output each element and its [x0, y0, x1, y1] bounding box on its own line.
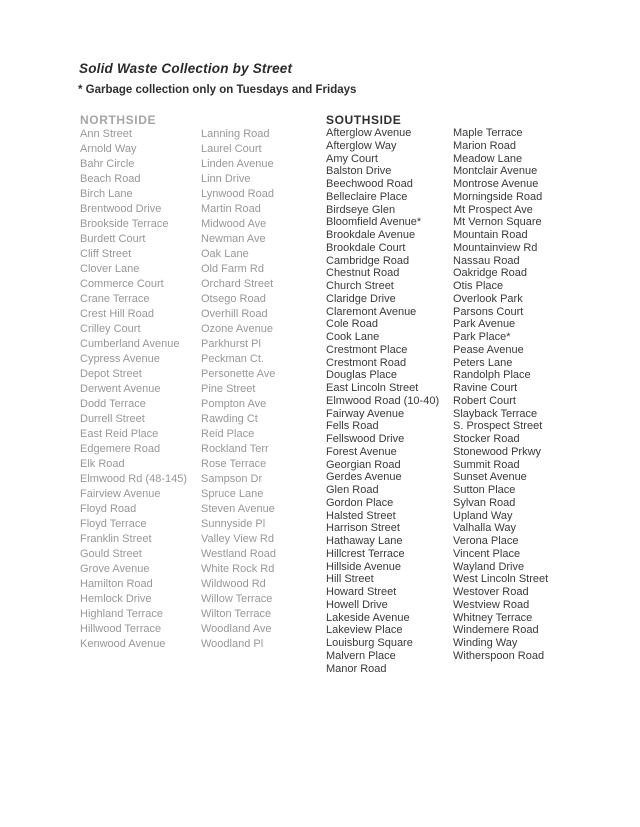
southside-street-item: Halsted Street	[326, 509, 396, 522]
southside-street-item: Stocker Road	[453, 433, 520, 445]
northside-street-item: Crane Terrace	[80, 293, 150, 305]
northside-street-item: Orchard Street	[201, 278, 274, 290]
southside-street-item: Crestmont Place	[326, 343, 408, 356]
northside-street-item: Durrell Street	[80, 413, 145, 425]
southside-street-item: Sunset Avenue	[453, 471, 527, 484]
northside-street-item: Cypress Avenue	[80, 353, 160, 365]
northside-street-item: Woodland Pl	[201, 638, 264, 650]
northside-street-item: Kenwood Avenue	[80, 638, 166, 650]
northside-street-item: Brookside Terrace	[80, 218, 169, 230]
southside-street-item: Claremont Avenue	[326, 305, 417, 318]
northside-street-item: East Reid Place	[80, 428, 159, 440]
southside-street-item: Hillside Avenue	[326, 560, 402, 573]
southside-street-item: Fellswood Drive	[326, 433, 405, 445]
southside-street-item: Ravine Court	[453, 382, 518, 394]
southside-street-item: Pease Avenue	[453, 343, 524, 356]
northside-street-item: Arnold Way	[80, 143, 137, 155]
northside-street-item: Birch Lane	[80, 188, 133, 200]
southside-street-item: Mt Prospect Ave	[453, 203, 533, 216]
northside-street-item: Crilley Court	[80, 323, 141, 335]
northside-street-item: Edgemere Road	[80, 443, 161, 455]
southside-street-item: Hathaway Lane	[326, 535, 403, 547]
southside-street-item: West Lincoln Street	[453, 573, 549, 586]
northside-street-item: Newman Ave	[201, 233, 266, 245]
northside-street-item: Wildwood Rd	[201, 578, 266, 590]
northside-street-item: Westland Road	[201, 548, 277, 560]
southside-street-item: Afterglow Avenue	[326, 127, 412, 139]
southside-street-item: Amy Court	[326, 152, 378, 165]
southside-street-item: Robert Court	[453, 394, 516, 407]
southside-street-item: Westover Road	[453, 586, 529, 598]
southside-street-item: Montclair Avenue	[453, 165, 538, 178]
northside-street-column-2	[201, 127, 276, 652]
southside-street-item: Oakridge Road	[453, 267, 527, 280]
northside-street-item: Spruce Lane	[201, 488, 264, 500]
southside-street-item: Brookdale Avenue	[326, 229, 416, 241]
northside-street-item: Hemlock Drive	[80, 593, 152, 605]
southside-street-item: Witherspoon Road	[453, 649, 545, 662]
northside-street-item: Derwent Avenue	[80, 383, 161, 395]
southside-street-item: Mountainview Rd	[453, 241, 538, 254]
southside-street-item: Harrison Street	[326, 522, 400, 535]
southside-street-item: Louisburg Square	[326, 637, 413, 649]
southside-street-item: Hill Street	[326, 573, 374, 586]
northside-street-item: Personette Ave	[201, 368, 276, 380]
northside-street-item: Ann Street	[80, 128, 132, 140]
northside-street-item: Midwood Ave	[201, 218, 267, 230]
southside-street-item: Lakeside Avenue	[326, 611, 410, 624]
northside-street-item: Beach Road	[80, 173, 141, 185]
southside-street-item: Belleclaire Place	[326, 190, 408, 203]
garbage-collection-note: * Garbage collection only on Tuesdays and Fridays	[78, 84, 357, 96]
southside-street-item: Meadow Lane	[453, 152, 523, 165]
southside-street-item: Glen Road	[326, 484, 379, 496]
northside-street-item: Willow Terrace	[201, 593, 273, 605]
northside-street-item: Hillwood Terrace	[80, 623, 162, 635]
southside-street-item: Upland Way	[453, 509, 513, 522]
northside-street-item: Pine Street	[201, 383, 256, 395]
southside-street-item: Hillcrest Terrace	[326, 547, 405, 560]
northside-street-item: Rose Terrace	[201, 458, 267, 470]
northside-street-item: Burdett Court	[80, 233, 146, 245]
southside-street-item: Cole Road	[326, 318, 378, 331]
southside-street-item: Maple Terrace	[453, 127, 523, 139]
southside-street-item: Gerdes Avenue	[326, 471, 402, 484]
northside-street-item: Fairview Avenue	[80, 488, 161, 500]
northside-street-item: Laurel Court	[201, 143, 262, 155]
southside-street-item: Cook Lane	[326, 331, 380, 343]
page-title: Solid Waste Collection by Street	[79, 61, 293, 76]
northside-street-item: Valley View Rd	[201, 533, 274, 545]
southside-street-item: Sutton Place	[453, 484, 516, 496]
southside-street-item: Sylvan Road	[453, 496, 516, 509]
southside-street-item: Vincent Place	[453, 547, 521, 560]
northside-street-item: Commerce Court	[80, 278, 164, 290]
northside-street-item: Crest Hill Road	[80, 308, 154, 320]
southside-street-item: Nassau Road	[453, 254, 520, 267]
northside-street-item: Floyd Road	[80, 503, 137, 515]
northside-street-item: Grove Avenue	[80, 563, 150, 575]
southside-street-item: Montrose Avenue	[453, 178, 539, 190]
southside-street-item: Church Street	[326, 280, 394, 292]
northside-street-item: Sampson Dr	[201, 473, 263, 485]
northside-street-item: Franklin Street	[80, 533, 152, 545]
southside-street-item: Wayland Drive	[453, 560, 525, 573]
southside-street-item: Peters Lane	[453, 356, 513, 369]
southside-street-item: Valhalla Way	[453, 522, 516, 535]
southside-street-item: Winding Way	[453, 637, 518, 649]
northside-street-item: Cliff Street	[80, 248, 132, 260]
northside-street-item: Oak Lane	[201, 248, 249, 260]
northside-street-item: Ozone Avenue	[201, 323, 273, 335]
southside-street-column-1	[326, 127, 439, 675]
northside-street-item: Hamilton Road	[80, 578, 153, 590]
southside-street-item: Forest Avenue	[326, 445, 397, 458]
southside-street-item: Stonewood Prkwy	[453, 445, 542, 458]
southside-street-item: Slayback Terrace	[453, 407, 538, 420]
southside-street-item: Lakeview Place	[326, 624, 403, 637]
northside-street-item: Brentwood Drive	[80, 203, 162, 215]
southside-street-item: Balston Drive	[326, 165, 392, 178]
southside-street-item: Manor Road	[326, 662, 387, 675]
northside-street-item: Linden Avenue	[201, 158, 274, 170]
southside-street-item: Westview Road	[453, 598, 530, 611]
southside-street-item: Bloomfield Avenue*	[326, 216, 422, 229]
southside-section-header: SOUTHSIDE	[326, 113, 402, 127]
northside-street-item: Martin Road	[201, 203, 261, 215]
northside-street-item: Cumberland Avenue	[80, 338, 180, 350]
northside-street-item: Rockland Terr	[201, 443, 269, 455]
southside-street-item: Georgian Road	[326, 458, 401, 471]
northside-street-item: Rawding Ct	[201, 413, 258, 425]
southside-street-item: Douglas Place	[326, 369, 397, 382]
southside-street-item: Malvern Place	[326, 649, 396, 662]
northside-street-item: Overhill Road	[201, 308, 268, 320]
northside-street-item: Linn Drive	[201, 173, 251, 185]
southside-street-item: Howard Street	[326, 586, 397, 598]
northside-street-item: Wilton Terrace	[201, 608, 272, 620]
southside-street-item: Randolph Place	[453, 369, 531, 382]
southside-street-item: Elmwood Road (10-40)	[326, 394, 440, 407]
northside-street-item: Steven Avenue	[201, 503, 275, 515]
southside-street-item: Summit Road	[453, 458, 520, 471]
northside-street-item: Gould Street	[80, 548, 142, 560]
southside-street-item: Mt Vernon Square	[453, 216, 542, 229]
northside-street-item: Depot Street	[80, 368, 142, 380]
southside-street-item: Beechwood Road	[326, 178, 413, 190]
southside-street-item: East Lincoln Street	[326, 382, 419, 394]
southside-street-item: Whitney Terrace	[453, 611, 533, 624]
southside-street-item: S. Prospect Street	[453, 420, 543, 433]
southside-street-item: Overlook Park	[453, 292, 523, 305]
southside-street-item: Otis Place	[453, 280, 504, 292]
southside-street-item: Park Avenue	[453, 318, 516, 331]
northside-street-item: Elk Road	[80, 458, 125, 470]
southside-street-item: Verona Place	[453, 535, 519, 547]
southside-street-item: Claridge Drive	[326, 292, 396, 305]
northside-street-item: Lanning Road	[201, 128, 270, 140]
southside-street-item: Park Place*	[453, 331, 511, 343]
northside-street-item: Clover Lane	[80, 263, 140, 275]
northside-street-item: Sunnyside Pl	[201, 518, 266, 530]
southside-street-item: Fells Road	[326, 420, 379, 433]
northside-street-item: Bahr Circle	[80, 158, 135, 170]
southside-street-item: Howell Drive	[326, 598, 388, 611]
southside-street-item: Windemere Road	[453, 624, 539, 637]
northside-street-item: Pompton Ave	[201, 398, 267, 410]
northside-section-header: NORTHSIDE	[80, 113, 157, 127]
northside-street-item: Dodd Terrace	[80, 398, 146, 410]
southside-street-item: Marion Road	[453, 139, 516, 152]
southside-street-item: Mountain Road	[453, 229, 528, 241]
southside-street-item: Birdseye Glen	[326, 203, 396, 216]
southside-street-item: Cambridge Road	[326, 254, 410, 267]
southside-street-item: Parsons Court	[453, 305, 524, 318]
southside-street-column-2	[453, 127, 548, 663]
northside-street-column-1	[80, 127, 187, 652]
northside-street-item: Peckman Ct.	[201, 353, 264, 365]
northside-street-item: Floyd Terrace	[80, 518, 147, 530]
southside-street-item: Gordon Place	[326, 496, 394, 509]
southside-street-item: Morningside Road	[453, 190, 543, 203]
northside-street-item: Woodland Ave	[201, 623, 272, 635]
northside-street-item: Lynwood Road	[201, 188, 274, 200]
southside-street-item: Fairway Avenue	[326, 407, 405, 420]
northside-street-item: Highland Terrace	[80, 608, 163, 620]
southside-street-item: Afterglow Way	[326, 139, 397, 152]
northside-street-item: Otsego Road	[201, 293, 266, 305]
northside-street-item: Elmwood Rd (48-145)	[80, 473, 187, 485]
northside-street-item: White Rock Rd	[201, 563, 275, 575]
northside-street-item: Old Farm Rd	[201, 263, 264, 275]
northside-street-item: Parkhurst Pl	[201, 338, 261, 350]
southside-street-item: Brookdale Court	[326, 241, 406, 254]
southside-street-item: Crestmont Road	[326, 356, 407, 369]
northside-street-item: Reid Place	[201, 428, 255, 440]
southside-street-item: Chestnut Road	[326, 267, 400, 280]
